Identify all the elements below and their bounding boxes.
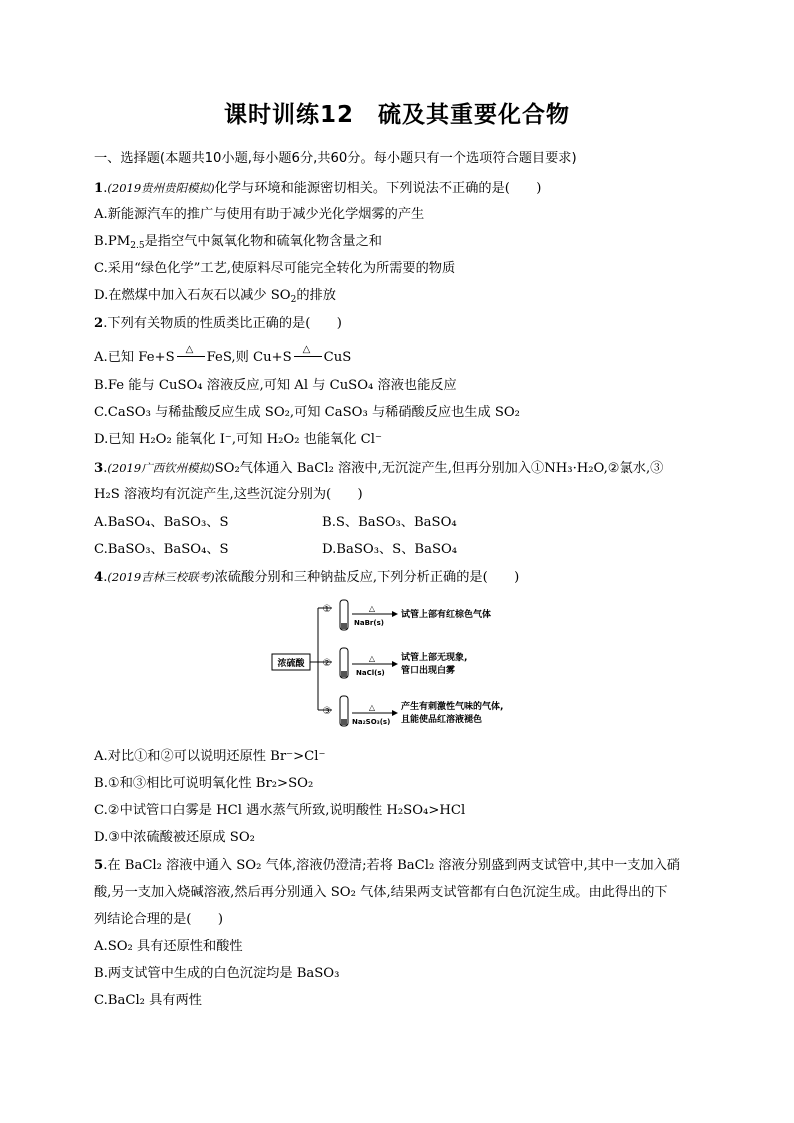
q3-stem-cont: H₂S 溶液均有沉淀产生,这些沉淀分别为( ) — [94, 487, 363, 502]
reagent-label: 浓硫酸 — [277, 659, 305, 669]
q2-stem: 2.下列有关物质的性质类比正确的是( ) — [94, 316, 342, 331]
branch-1-marker: ① — [322, 604, 332, 615]
result-1: 试管上部有红棕色气体 — [401, 610, 492, 620]
q1-b-post: 是指空气中氮氧化物和硫氧化物含量之和 — [144, 234, 382, 249]
q3-option-d: D.BaSO₃、S、BaSO₄ — [322, 542, 458, 557]
q1-number: 1 — [94, 181, 104, 196]
q1-b-sub: 2.5 — [130, 241, 145, 251]
q1-stem: 1.(2019贵州贵阳模拟)化学与环境和能源密切相关。下列说法不正确的是( ) — [94, 181, 542, 196]
q2-a-part3: CuS — [323, 350, 352, 365]
q1-b-pre: B.PM — [94, 234, 131, 249]
q2-option-c: C.CaSO₃ 与稀盐酸反应生成 SO₂,可知 CaSO₃ 与稀硝酸反应也生成 SO₂ — [94, 405, 520, 420]
q3-number: 3 — [94, 461, 104, 476]
q5-option-b: B.两支试管中生成的白色沉淀均是 BaSO₃ — [94, 966, 340, 981]
salt-solid-1 — [341, 623, 347, 629]
q3-source: (2019广西钦州模拟) — [107, 461, 215, 475]
q5-stem: 5.在 BaCl₂ 溶液中通入 SO₂ 气体,溶液仍澄清;若将 BaCl₂ 溶液分别盛到两支试管中,其中一支加入硝 — [94, 858, 680, 873]
q2-a-part1: A.已知 Fe+S — [94, 350, 175, 365]
result-2b: 管口出现白雾 — [401, 666, 456, 676]
heat-symbol-1: △ — [368, 604, 376, 613]
q4-number: 4 — [94, 570, 104, 585]
heat-triangle-icon: △ — [302, 344, 311, 355]
q4-source: (2019吉林三校联考) — [107, 570, 215, 584]
q3-option-b: B.S、BaSO₃、BaSO₄ — [322, 515, 457, 530]
salt-solid-2 — [341, 671, 347, 677]
salt-solid-3 — [341, 719, 347, 725]
result-3b: 且能使品红溶液褪色 — [401, 715, 483, 725]
q1-option-c: C.采用“绿色化学”工艺,使原料尽可能完全转化为所需要的物质 — [94, 261, 456, 276]
q4-stem-text: 浓硫酸分别和三种钠盐反应,下列分析正确的是( ) — [214, 570, 520, 585]
q1-d-post: 的排放 — [296, 288, 336, 303]
salt-label-3: Na₂SO₃(s) — [352, 718, 391, 726]
q3-stem: 3.(2019广西钦州模拟)SO₂气体通入 BaCl₂ 溶液中,无沉淀产生,但再分别加入①NH₃·H₂O,②氯水,③ — [94, 461, 664, 476]
heat-symbol-3: △ — [368, 703, 376, 712]
q5-option-a: A.SO₂ 具有还原性和酸性 — [94, 939, 243, 954]
q1-d-sub: 2 — [290, 295, 297, 305]
q2-option-b: B.Fe 能与 CuSO₄ 溶液反应,可知 Al 与 CuSO₄ 溶液也能反应 — [94, 378, 457, 393]
q5-stem-text: 在 BaCl₂ 溶液中通入 SO₂ 气体,溶液仍澄清;若将 BaCl₂ 溶液分别盛到两支试管中,其中一支加入硝 — [107, 858, 680, 873]
section-heading: 一、选择题(本题共10小题,每小题6分,共60分。每小题只有一个选项符合题目要求) — [94, 151, 577, 166]
q1-source: (2019贵州贵阳模拟) — [107, 181, 215, 195]
q1-d-pre: D.在燃煤中加入石灰石以减少 SO — [94, 288, 291, 303]
q1-option-b — [94, 233, 382, 251]
q4-option-d: D.③中浓硫酸被还原成 SO₂ — [94, 830, 255, 845]
q3-stem-text: SO₂气体通入 BaCl₂ 溶液中,无沉淀产生,但再分别加入①NH₃·H₂O,②氯水,③ — [214, 461, 664, 476]
q4-option-b: B.①和③相比可说明氧化性 Br₂>SO₂ — [94, 776, 314, 791]
result-3a: 产生有刺激性气味的气体, — [401, 702, 504, 712]
reaction-diagram — [270, 596, 530, 738]
q2-number: 2 — [94, 316, 104, 331]
q3-option-a: A.BaSO₄、BaSO₃、S — [94, 515, 229, 530]
q4-stem: 4.(2019吉林三校联考)浓硫酸分别和三种钠盐反应,下列分析正确的是( ) — [94, 570, 520, 585]
heat-condition-arrow — [294, 344, 322, 361]
q1-option-d — [94, 287, 336, 305]
q5-number: 5 — [94, 858, 104, 873]
q3-option-c: C.BaSO₃、BaSO₄、S — [94, 542, 229, 557]
branch-3-marker: ③ — [322, 706, 332, 717]
q5-stem-cont-1: 酸,另一支加入烧碱溶液,然后再分别通入 SO₂ 气体,结果两支试管都有白色沉淀生成。由此得出的下 — [94, 885, 668, 900]
salt-label-2: NaCl(s) — [356, 669, 385, 677]
q2-option-d: D.已知 H₂O₂ 能氧化 I⁻,可知 H₂O₂ 也能氧化 Cl⁻ — [94, 432, 382, 447]
q1-stem-text: 化学与环境和能源密切相关。下列说法不正确的是( ) — [214, 181, 542, 196]
heat-triangle-icon: △ — [185, 344, 194, 355]
salt-label-1: NaBr(s) — [354, 619, 384, 627]
heat-symbol-2: △ — [368, 654, 376, 663]
q2-a-part2: FeS,则 Cu+S — [206, 350, 292, 365]
branch-2-marker: ② — [322, 658, 332, 669]
q2-option-a — [94, 344, 352, 367]
heat-condition-arrow — [177, 344, 205, 361]
q5-option-c: C.BaCl₂ 具有两性 — [94, 993, 202, 1008]
q1-option-a: A.新能源汽车的推广与使用有助于减少光化学烟雾的产生 — [94, 207, 425, 222]
q4-option-a: A.对比①和②可以说明还原性 Br⁻>Cl⁻ — [94, 749, 326, 764]
q5-stem-cont-2: 列结论合理的是( ) — [94, 912, 223, 927]
q2-stem-text: 下列有关物质的性质类比正确的是( ) — [107, 316, 342, 331]
q4-option-c: C.②中试管口白雾是 HCl 遇水蒸气所致,说明酸性 H₂SO₄>HCl — [94, 803, 466, 818]
result-2a: 试管上部无现象, — [401, 653, 468, 663]
page-title: 课时训练12 硫及其重要化合物 — [223, 102, 570, 128]
